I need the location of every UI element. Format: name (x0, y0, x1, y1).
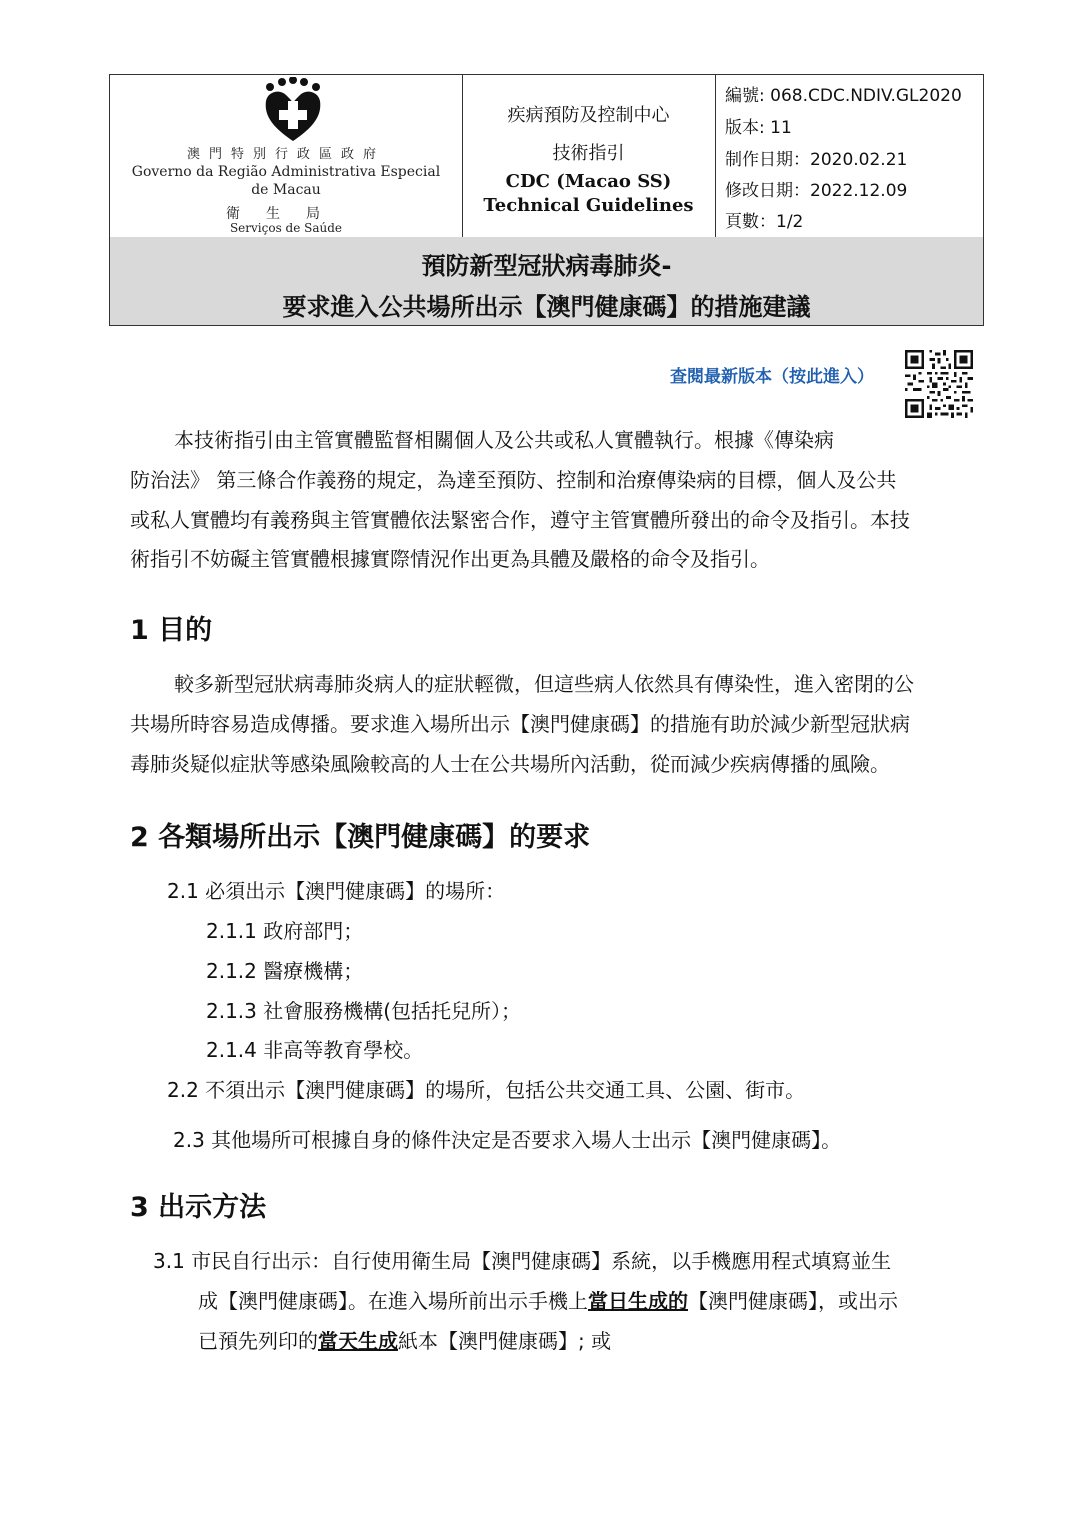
document-header (109, 74, 984, 326)
item-2-1: 2.1 必須出示【澳門健康碼】的場所： (167, 879, 506, 903)
document-title-band (110, 237, 983, 325)
intro-line-1: 本技術指引由主管實體監督相關個人及公共或私人實體執行。根據《傳染病 (174, 428, 834, 452)
health-bureau-logo-icon (262, 77, 324, 143)
document-title-line1: 預防新型冠狀病毒肺炎- (421, 252, 672, 280)
section-1-line-2: 共場所時容易造成傳播。要求進入場所出示【澳門健康碼】的措施有助於減少新型冠狀病 (130, 712, 910, 736)
document-number: 編號: 068.CDC.NDIV.GL2020 (725, 86, 962, 106)
logo-cell (110, 75, 463, 237)
logo-text-chinese-government: 澳門特別行政區政府 (186, 147, 385, 162)
latest-version-link[interactable]: 查閱最新版本（按此進入） (670, 367, 874, 387)
item-2-1-1: 2.1.1 政府部門； (206, 919, 364, 943)
guideline-label-english: Technical Guidelines (483, 195, 694, 216)
cdc-name-english: CDC (Macao SS) (505, 171, 672, 192)
item-3-1-line-2 (198, 1285, 898, 1314)
item-2-3: 2.3 其他場所可根據自身的條件決定是否要求入場人士出示【澳門健康碼】。 (173, 1128, 842, 1152)
logo-text-portuguese-bureau: Serviços de Saúde (229, 221, 343, 235)
same-day-generated-emphasis: 當日生成的 (588, 1289, 688, 1313)
revised-date: 修改日期：2022.12.09 (725, 181, 908, 201)
item-2-1-4: 2.1.4 非高等教育學校。 (206, 1038, 424, 1062)
center-cell (462, 75, 716, 237)
created-date: 制作日期：2020.02.21 (725, 150, 908, 170)
item-2-2: 2.2 不須出示【澳門健康碼】的場所，包括公共交通工具、公園、街市。 (167, 1078, 806, 1102)
item-3-1-line-2-text-a: 成【澳門健康碼】。在進入場所前出示手機上 (198, 1289, 588, 1313)
section-2-heading: 2 各類場所出示【澳門健康碼】的要求 (130, 822, 591, 853)
logo-text-portuguese-government: Governo da Região Administrativa Especial de Macau (131, 164, 441, 198)
item-3-1-line-2-text-b: 【澳門健康碼】，或出示 (688, 1289, 898, 1313)
cdc-name-chinese: 疾病預防及控制中心 (507, 105, 670, 126)
same-day-printed-emphasis: 當天生成 (318, 1329, 398, 1353)
document-version: 版本: 11 (725, 118, 792, 138)
intro-line-2: 防治法》 第三條合作義務的規定，為達至預防、控制和治療傳染病的目標，個人及公共 (130, 468, 897, 492)
item-3-1-line-3-text-a: 已預先列印的 (198, 1329, 318, 1353)
guideline-label-chinese: 技術指引 (552, 143, 625, 164)
intro-line-3: 或私人實體均有義務與主管實體依法緊密合作，遵守主管實體所發出的命令及指引。本技 (130, 508, 910, 532)
item-3-1-line-3-text-b: 紙本【澳門健康碼】; 或 (398, 1329, 612, 1353)
section-1-line-3: 毒肺炎疑似症狀等感染風險較高的人士在公共場所內活動，從而減少疾病傳播的風險。 (130, 752, 890, 776)
qr-code-icon[interactable] (905, 350, 973, 418)
item-2-1-3: 2.1.3 社會服務機構(包括托兒所）； (206, 999, 522, 1023)
logo-text-chinese-bureau: 衛生局 (226, 206, 346, 222)
header-top-row (110, 75, 983, 238)
section-1-line-1: 較多新型冠狀病毒肺炎病人的症狀輕微，但這些病人依然具有傳染性，進入密閉的公 (174, 672, 914, 696)
item-3-1-line-3 (198, 1325, 611, 1354)
intro-line-4: 術指引不妨礙主管實體根據實際情況作出更為具體及嚴格的命令及指引。 (130, 547, 770, 571)
meta-cell (715, 75, 983, 237)
document-title-line2: 要求進入公共場所出示【澳門健康碼】的措施建議 (282, 293, 811, 321)
page-count: 頁數：1/2 (725, 212, 804, 232)
section-3-heading: 3 出示方法 (130, 1192, 267, 1223)
item-2-1-2: 2.1.2 醫療機構； (206, 959, 364, 983)
section-1-heading: 1 目的 (130, 615, 213, 646)
item-3-1-line-1: 3.1 市民自行出示：自行使用衛生局【澳門健康碼】系統，以手機應用程式填寫並生 (153, 1249, 892, 1273)
